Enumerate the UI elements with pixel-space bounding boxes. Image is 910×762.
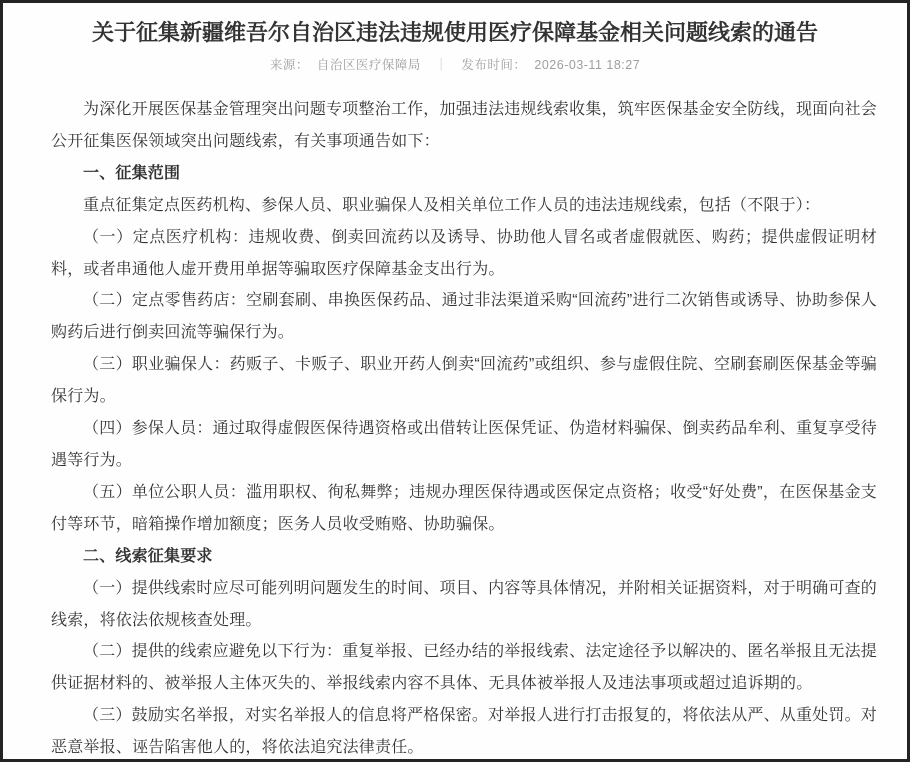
meta-time-value: 2026-03-11 18:27 — [534, 58, 641, 72]
paragraph-item-3: （三）职业骗保人：药贩子、卡贩子、职业开药人倒卖“回流药”或组织、参与虚假住院、空刷套刷医保基金等骗保行为。 — [51, 356, 877, 406]
meta-source-label: 来源： — [269, 58, 309, 72]
paragraph-item-2: （二）定点零售药店：空刷套刷、串换医保药品、通过非法渠道采购“回流药”进行二次销售或诱导、协助参保人购药后进行倒卖回流等骗保行为。 — [51, 292, 877, 342]
page-title: 关于征集新疆维吾尔自治区违法违规使用医疗保障基金相关问题线索的通告 — [91, 20, 818, 45]
paragraph-intro: 为深化开展医保基金管理突出问题专项整治工作，加强违法违规线索收集，筑牢医保基金安全防线，现面向社会公开征集医保领域突出问题线索，有关事项通告如下： — [51, 101, 877, 150]
paragraph-item-4: （四）参保人员：通过取得虚假医保待遇资格或出借转让医保凭证、伪造材料骗保、倒卖药品牟利、重复享受待遇等行为。 — [51, 420, 877, 469]
section-heading-requirements: 二、线索征集要求 — [83, 547, 213, 565]
paragraph-item-5: （五）单位公职人员：滥用职权、徇私舞弊；违规办理医保待遇或医保定点资格；收受“好处费”，在医保基金支付等环节，暗箱操作增加额度；医务人员收受贿赂、协助骗保。 — [51, 483, 877, 533]
meta-line — [3, 57, 907, 73]
paragraph-req-3: （三）鼓励实名举报，对实名举报人的信息将严格保密。对举报人进行打击报复的，将依法从严、从重处罚。对恶意举报、诬告陷害他人的，将依法追究法律责任。 — [51, 707, 877, 757]
paragraph-req-1: （一）提供线索时应尽可能列明问题发生的时间、项目、内容等具体情况，并附相关证据资料，对于明确可查的线索，将依法依规核查处理。 — [51, 579, 877, 629]
notice-body — [3, 94, 907, 762]
section-heading-scope: 一、征集范围 — [83, 164, 181, 182]
meta-time-label: 发布时间： — [461, 58, 527, 72]
page-content-wrapper — [3, 3, 907, 762]
paragraph-item-1: （一）定点医疗机构：违规收费、倒卖回流药以及诱导、协助他人冒名或者虚假就医、购药；提供虚假证明材料，或者串通他人虚开费用单据等骗取医疗保障基金支出行为。 — [51, 228, 877, 278]
paragraph-req-2: （二）提供的线索应避免以下行为：重复举报、已经办结的举报线索、法定途径予以解决的、匿名举报且无法提供证据材料的、被举报人主体灭失的、举报线索内容不具体、无具体被举报人及违法事项或超过追诉期的。 — [51, 643, 877, 693]
meta-separator: ｜ — [434, 58, 448, 72]
paragraph-scope-lead: 重点征集定点医药机构、参保人员、职业骗保人及相关单位工作人员的违法违规线索，包括（不限于）： — [83, 196, 821, 214]
meta-source-value: 自治区医疗保障局 — [316, 58, 421, 72]
